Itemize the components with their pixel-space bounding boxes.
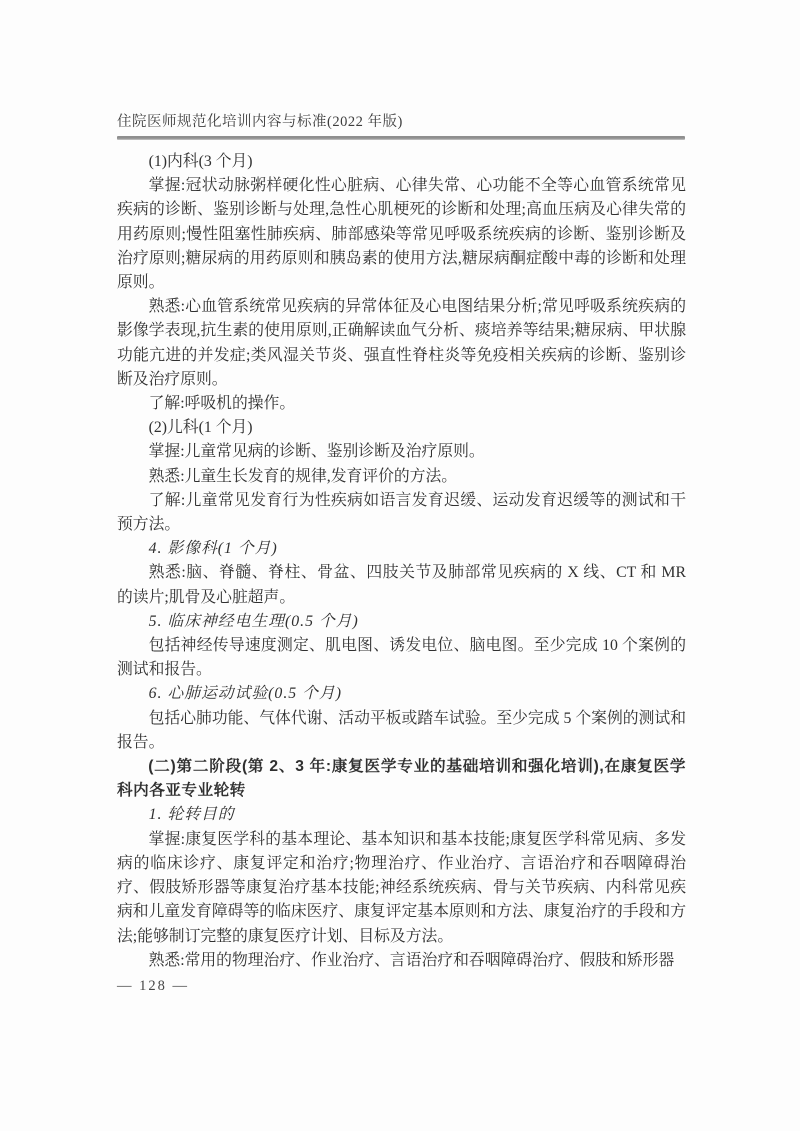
paragraph-body: 包括心肺功能、气体代谢、活动平板或踏车试验。至少完成 5 个案例的测试和报告。 xyxy=(117,709,686,751)
header-rule xyxy=(117,136,685,140)
paragraph-bold: (二)第二阶段(第 2、3 年:康复医学专业的基础培训和强化培训),在康复医学科内各亚专业轮转 xyxy=(117,758,686,800)
document-body xyxy=(117,150,686,973)
paragraph-body: 掌握:康复医学科的基本理论、基本知识和基本技能;康复医学科常见病、多发病的临床诊疗、康复评定和治疗;物理治疗、作业治疗、言语治疗和吞咽障碍治疗、假肢矫形器等康复治疗基本技能;神经系统疾病、骨与关节疾病、内科常见疾病和儿童发育障碍等的临床医疗、康复评定基本原则和方法、康复治疗的手段和方法;能够制订完整的康复医疗计划、目标及方法。 xyxy=(117,830,686,945)
paragraph-subhead: (2)儿科(1 个月) xyxy=(148,419,253,437)
paragraph-body: 掌握:冠状动脉粥样硬化性心脏病、心律失常、心功能不全等心血管系统常见疾病的诊断、鉴别诊断与处理,急性心肌梗死的诊断和处理;高血压病及心律失常的用药原则;慢性阻塞性肺疾病、肺部感染等常见呼吸系统疾病的诊断、鉴别诊断及治疗原则;糖尿病的用药原则和胰岛素的使用方法,糖尿病酮症酸中毒的诊断和处理原则。 xyxy=(117,177,686,292)
paragraph-body: 掌握:儿童常见病的诊断、鉴别诊断及治疗原则。 xyxy=(148,443,485,461)
page-number: — 128 — xyxy=(117,978,189,994)
paragraph-kaiti: 1. 轮转目的 xyxy=(148,806,235,824)
paragraph-body: 熟悉:心血管系统常见疾病的异常体征及心电图结果分析;常见呼吸系统疾病的影像学表现,抗生素的使用原则,正确解读血气分析、痰培养等结果;糖尿病、甲状腺功能亢进的并发症;类风湿关节炎、强直性脊柱炎等免疫相关疾病的诊断、鉴别诊断及治疗原则。 xyxy=(117,298,686,388)
running-head-title: 住院医师规范化培训内容与标准(2022 年版) xyxy=(117,114,403,130)
paragraph-body: 熟悉:常用的物理治疗、作业治疗、言语治疗和吞咽障碍治疗、假肢和矫形器 xyxy=(148,951,675,969)
paragraph-subhead: (1)内科(3 个月) xyxy=(148,153,253,170)
paragraph-body: 了解:儿童常见发育行为性疾病如语言发育迟缓、运动发育迟缓等的测试和干预方法。 xyxy=(117,491,686,534)
paragraph-kaiti: 5. 临床神经电生理(0.5 个月) xyxy=(148,612,359,630)
paragraph-kaiti: 6. 心肺运动试验(0.5 个月) xyxy=(148,685,342,703)
paragraph-body: 熟悉:儿童生长发育的规律,发育评价的方法。 xyxy=(148,467,458,485)
paragraph-kaiti: 4. 影像科(1 个月) xyxy=(148,540,278,558)
paragraph-body: 熟悉:脑、脊髓、脊柱、骨盆、四肢关节及肺部常见疾病的 X 线、CT 和 MR 的读片;肌骨及心脏超声。 xyxy=(117,564,686,606)
paragraph-body: 包括神经传导速度测定、肌电图、诱发电位、脑电图。至少完成 10 个案例的测试和报告。 xyxy=(117,637,686,679)
paragraph-body: 了解:呼吸机的操作。 xyxy=(148,395,296,413)
